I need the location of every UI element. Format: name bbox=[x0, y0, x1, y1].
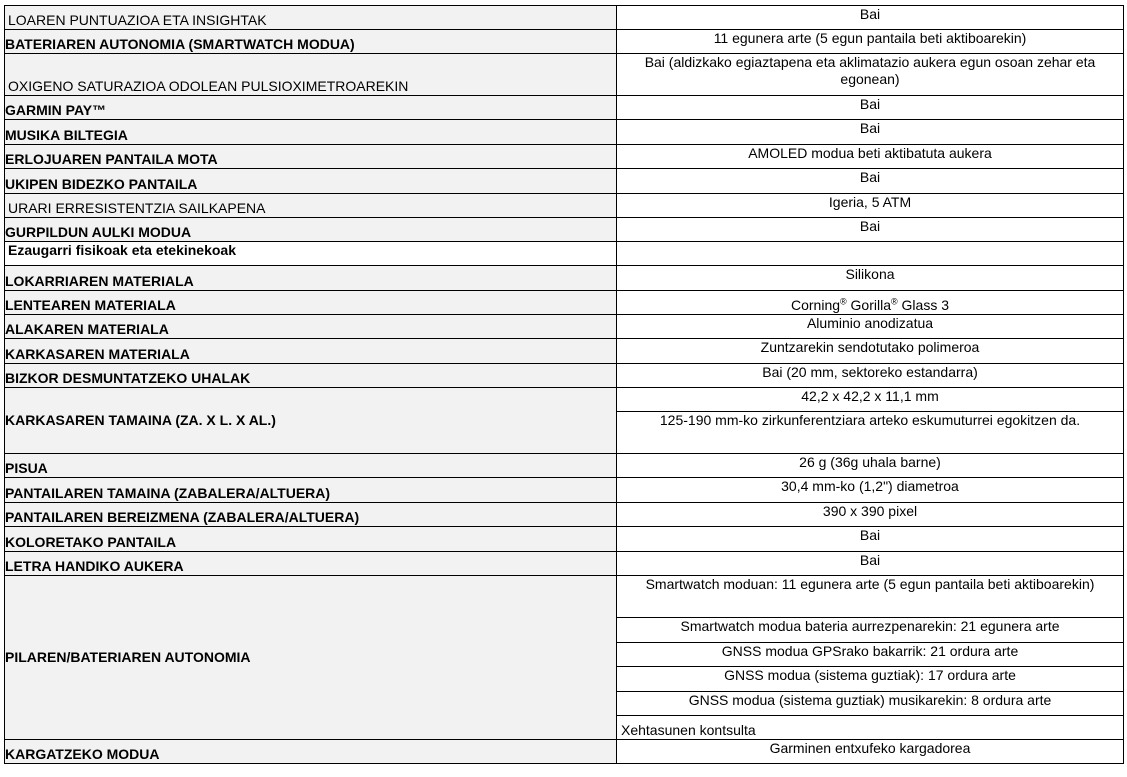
spec-value: 42,2 x 42,2 x 11,1 mm bbox=[617, 388, 1124, 412]
spec-value: Silikona bbox=[617, 266, 1124, 291]
spec-value: 11 egunera arte (5 egun pantaila beti aktiboarekin) bbox=[617, 30, 1124, 54]
spec-value bbox=[617, 291, 1124, 315]
lens-version-text: Glass 3 bbox=[897, 297, 950, 313]
table-row bbox=[5, 364, 1124, 388]
spec-label: URARI ERRESISTENTZIA SAILKAPENA bbox=[5, 194, 617, 218]
spec-value: Bai bbox=[617, 120, 1124, 145]
spec-value bbox=[617, 242, 1124, 266]
spec-label: BATERIAREN AUTONOMIA (SMARTWATCH MODUA) bbox=[5, 30, 617, 54]
table-row bbox=[5, 527, 1124, 552]
table-row bbox=[5, 503, 1124, 527]
spec-label: PILAREN/BATERIAREN AUTONOMIA bbox=[5, 576, 617, 740]
lens-brand-text: Corning bbox=[790, 297, 841, 313]
spec-label: ERLOJUAREN PANTAILA MOTA bbox=[5, 145, 617, 169]
spec-label: LOKARRIAREN MATERIALA bbox=[5, 266, 617, 291]
spec-value: Bai bbox=[617, 218, 1124, 242]
table-row bbox=[5, 194, 1124, 218]
spec-label: UKIPEN BIDEZKO PANTAILA bbox=[5, 169, 617, 194]
spec-label: OXIGENO SATURAZIOA ODOLEAN PULSIOXIMETROAREKIN bbox=[5, 54, 617, 96]
table-row bbox=[5, 169, 1124, 194]
spec-value: AMOLED modua beti aktibatuta aukera bbox=[617, 145, 1124, 169]
table-row bbox=[5, 145, 1124, 169]
spec-label: KARKASAREN MATERIALA bbox=[5, 339, 617, 364]
spec-value: Bai bbox=[617, 169, 1124, 194]
spec-value: Bai bbox=[617, 527, 1124, 552]
spec-value: Bai bbox=[617, 96, 1124, 120]
spec-value: Smartwatch modua bateria aurrezpenarekin: 21 egunera arte bbox=[617, 618, 1124, 643]
registered-mark: ® bbox=[891, 296, 898, 307]
section-title: Ezaugarri fisikoak eta etekinekoak bbox=[5, 242, 617, 266]
spec-label: KOLORETAKO PANTAILA bbox=[5, 527, 617, 552]
spec-value: Zuntzarekin sendotutako polimeroa bbox=[617, 339, 1124, 364]
spec-label: BIZKOR DESMUNTATZEKO UHALAK bbox=[5, 364, 617, 388]
table-row bbox=[5, 552, 1124, 576]
table-row bbox=[5, 6, 1124, 30]
spec-label: LETRA HANDIKO AUKERA bbox=[5, 552, 617, 576]
table-row bbox=[5, 218, 1124, 242]
spec-value: 30,4 mm-ko (1,2") diametroa bbox=[617, 478, 1124, 503]
spec-value: 390 x 390 pixel bbox=[617, 503, 1124, 527]
table-row bbox=[5, 96, 1124, 120]
spec-label: GURPILDUN AULKI MODUA bbox=[5, 218, 617, 242]
table-row bbox=[5, 740, 1124, 764]
spec-label: PISUA bbox=[5, 454, 617, 478]
table-row bbox=[5, 478, 1124, 503]
spec-value: Smartwatch moduan: 11 egunera arte (5 egun pantaila beti aktiboarekin) bbox=[617, 576, 1124, 618]
spec-value: Xehtasunen kontsulta bbox=[617, 716, 1124, 740]
spec-value: 26 g (36g uhala barne) bbox=[617, 454, 1124, 478]
table-row bbox=[5, 576, 1124, 618]
table-row bbox=[5, 266, 1124, 291]
spec-label: PANTAILAREN BEREIZMENA (ZABALERA/ALTUERA) bbox=[5, 503, 617, 527]
spec-label: LENTEAREN MATERIALA bbox=[5, 291, 617, 315]
spec-value: 125-190 mm-ko zirkunferentziara arteko eskumuturrei egokitzen da. bbox=[617, 412, 1124, 454]
registered-mark: ® bbox=[840, 296, 847, 307]
spec-value: GNSS modua GPSrako bakarrik: 21 ordura arte bbox=[617, 643, 1124, 667]
spec-label: ALAKAREN MATERIALA bbox=[5, 315, 617, 339]
spec-label: KARGATZEKO MODUA bbox=[5, 740, 617, 764]
spec-label: LOAREN PUNTUAZIOA ETA INSIGHTAK bbox=[5, 6, 617, 30]
spec-label: GARMIN PAY™ bbox=[5, 96, 617, 120]
table-row bbox=[5, 315, 1124, 339]
spec-label: MUSIKA BILTEGIA bbox=[5, 120, 617, 145]
spec-value: Bai (aldizkako egiaztapena eta aklimatazio aukera egun osoan zehar eta egonean) bbox=[617, 54, 1124, 96]
spec-label: KARKASAREN TAMAINA (ZA. X L. X AL.) bbox=[5, 388, 617, 454]
table-row bbox=[5, 120, 1124, 145]
table-row bbox=[5, 388, 1124, 412]
spec-table bbox=[4, 5, 1124, 764]
table-row bbox=[5, 454, 1124, 478]
section-header-row bbox=[5, 242, 1124, 266]
spec-value: GNSS modua (sistema guztiak): 17 ordura arte bbox=[617, 667, 1124, 692]
table-row bbox=[5, 339, 1124, 364]
spec-label: PANTAILAREN TAMAINA (ZABALERA/ALTUERA) bbox=[5, 478, 617, 503]
table-row bbox=[5, 54, 1124, 96]
spec-value: Bai bbox=[617, 6, 1124, 30]
spec-value: Garminen entxufeko kargadorea bbox=[617, 740, 1124, 764]
table-row bbox=[5, 30, 1124, 54]
spec-value: Igeria, 5 ATM bbox=[617, 194, 1124, 218]
lens-model-text: Gorilla bbox=[846, 297, 892, 313]
spec-value: Bai bbox=[617, 552, 1124, 576]
spec-value: Bai (20 mm, sektoreko estandarra) bbox=[617, 364, 1124, 388]
spec-value: Aluminio anodizatua bbox=[617, 315, 1124, 339]
spec-value: GNSS modua (sistema guztiak) musikarekin: 8 ordura arte bbox=[617, 692, 1124, 716]
table-row bbox=[5, 291, 1124, 315]
